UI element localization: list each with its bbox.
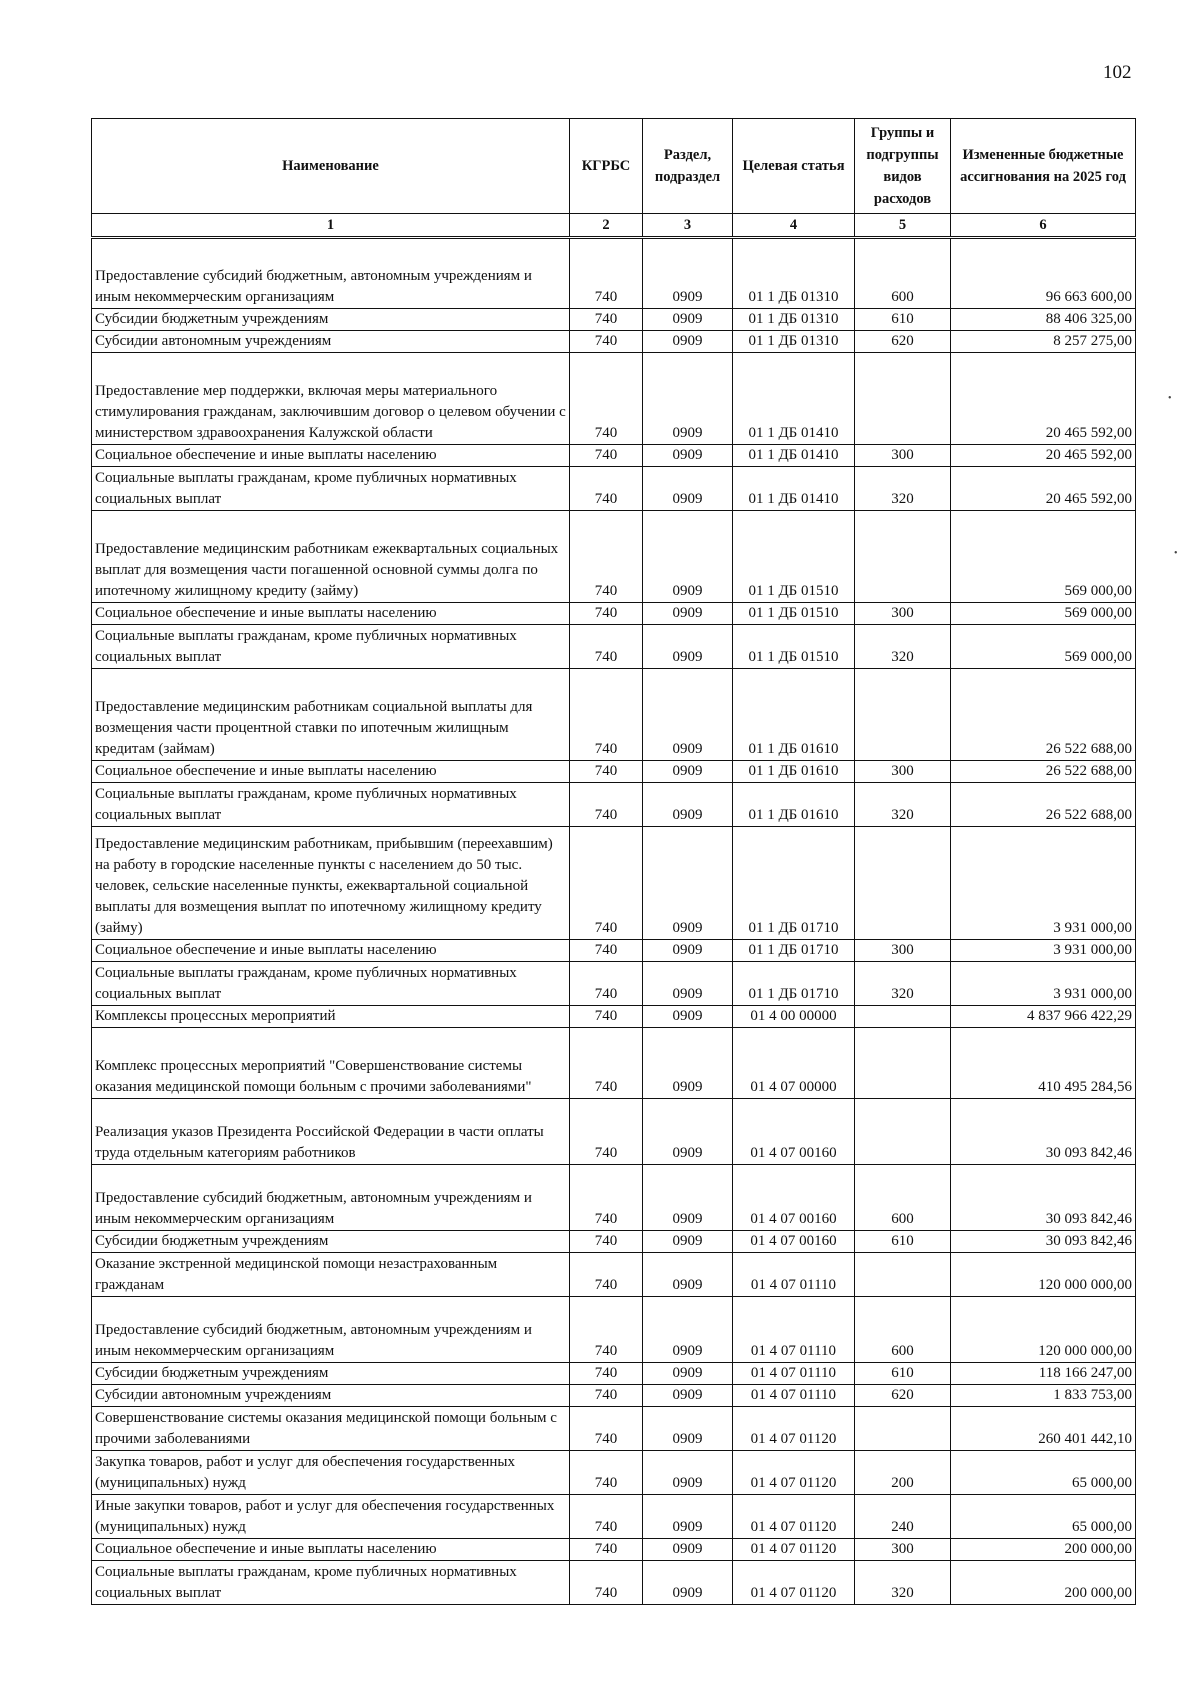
table-row bbox=[92, 353, 1136, 445]
row-section: 0909 bbox=[643, 238, 733, 309]
row-amount: 1 833 753,00 bbox=[951, 1385, 1136, 1407]
row-expense-group: 320 bbox=[855, 625, 951, 669]
row-section: 0909 bbox=[643, 511, 733, 603]
row-amount: 20 465 592,00 bbox=[951, 445, 1136, 467]
row-expense-group: 600 bbox=[855, 238, 951, 309]
row-target-article: 01 1 ДБ 01410 bbox=[733, 445, 855, 467]
row-kgrbs: 740 bbox=[570, 1385, 643, 1407]
row-kgrbs: 740 bbox=[570, 625, 643, 669]
row-amount: 569 000,00 bbox=[951, 625, 1136, 669]
row-target-article: 01 1 ДБ 01310 bbox=[733, 331, 855, 353]
row-amount: 30 093 842,46 bbox=[951, 1165, 1136, 1231]
row-target-article: 01 4 07 00160 bbox=[733, 1231, 855, 1253]
row-kgrbs: 740 bbox=[570, 1451, 643, 1495]
table-row bbox=[92, 1231, 1136, 1253]
row-section: 0909 bbox=[643, 783, 733, 827]
row-amount: 26 522 688,00 bbox=[951, 761, 1136, 783]
row-name: Предоставление субсидий бюджетным, автономным учреждениям и иным некоммерческим организациям bbox=[92, 238, 570, 309]
row-target-article: 01 1 ДБ 01610 bbox=[733, 783, 855, 827]
row-section: 0909 bbox=[643, 445, 733, 467]
row-kgrbs: 740 bbox=[570, 761, 643, 783]
table-row bbox=[92, 1385, 1136, 1407]
table-row bbox=[92, 1539, 1136, 1561]
row-kgrbs: 740 bbox=[570, 1407, 643, 1451]
table-row bbox=[92, 1495, 1136, 1539]
row-kgrbs: 740 bbox=[570, 309, 643, 331]
row-name: Совершенствование системы оказания медицинской помощи больным с прочими заболеваниями bbox=[92, 1407, 570, 1451]
row-kgrbs: 740 bbox=[570, 962, 643, 1006]
row-name: Субсидии автономным учреждениям bbox=[92, 1385, 570, 1407]
row-section: 0909 bbox=[643, 827, 733, 940]
row-section: 0909 bbox=[643, 669, 733, 761]
row-section: 0909 bbox=[643, 1363, 733, 1385]
row-name: Предоставление медицинским работникам социальной выплаты для возмещения части процентной ставки по ипотечным жилищным кредитам (займам) bbox=[92, 669, 570, 761]
row-section: 0909 bbox=[643, 962, 733, 1006]
row-amount: 260 401 442,10 bbox=[951, 1407, 1136, 1451]
budget-table bbox=[91, 118, 1136, 1605]
table-row bbox=[92, 309, 1136, 331]
row-target-article: 01 4 07 01110 bbox=[733, 1363, 855, 1385]
table-row bbox=[92, 511, 1136, 603]
row-target-article: 01 4 07 01120 bbox=[733, 1495, 855, 1539]
header-row bbox=[92, 119, 1136, 214]
row-target-article: 01 1 ДБ 01710 bbox=[733, 940, 855, 962]
table-row bbox=[92, 625, 1136, 669]
row-name: Комплекс процессных мероприятий "Совершенствование системы оказания медицинской помощи больным с прочими заболеваниями" bbox=[92, 1028, 570, 1099]
table-row bbox=[92, 467, 1136, 511]
row-target-article: 01 4 07 01110 bbox=[733, 1297, 855, 1363]
row-section: 0909 bbox=[643, 1539, 733, 1561]
column-number: 5 bbox=[855, 214, 951, 238]
row-target-article: 01 1 ДБ 01310 bbox=[733, 238, 855, 309]
row-kgrbs: 740 bbox=[570, 1231, 643, 1253]
row-amount: 26 522 688,00 bbox=[951, 783, 1136, 827]
column-number: 3 bbox=[643, 214, 733, 238]
table-row bbox=[92, 1165, 1136, 1231]
row-name: Субсидии бюджетным учреждениям bbox=[92, 1363, 570, 1385]
row-name: Социальные выплаты гражданам, кроме публичных нормативных социальных выплат bbox=[92, 783, 570, 827]
row-section: 0909 bbox=[643, 1165, 733, 1231]
table-row bbox=[92, 1099, 1136, 1165]
column-number-row bbox=[92, 214, 1136, 238]
row-amount: 410 495 284,56 bbox=[951, 1028, 1136, 1099]
row-name: Социальные выплаты гражданам, кроме публичных нормативных социальных выплат bbox=[92, 625, 570, 669]
row-target-article: 01 4 07 01120 bbox=[733, 1407, 855, 1451]
row-expense-group: 300 bbox=[855, 1539, 951, 1561]
row-name: Предоставление медицинским работникам ежеквартальных социальных выплат для возмещения части погашенной основной суммы долга по ипотечному жилищному кредиту (займу) bbox=[92, 511, 570, 603]
row-amount: 120 000 000,00 bbox=[951, 1253, 1136, 1297]
column-number: 4 bbox=[733, 214, 855, 238]
row-expense-group bbox=[855, 1253, 951, 1297]
row-expense-group: 320 bbox=[855, 783, 951, 827]
row-amount: 96 663 600,00 bbox=[951, 238, 1136, 309]
row-amount: 3 931 000,00 bbox=[951, 962, 1136, 1006]
column-number: 6 bbox=[951, 214, 1136, 238]
table-row bbox=[92, 1297, 1136, 1363]
table-row bbox=[92, 962, 1136, 1006]
header-amount: Измененные бюджетные ассигнования на 2025 год bbox=[951, 119, 1136, 214]
row-section: 0909 bbox=[643, 331, 733, 353]
row-kgrbs: 740 bbox=[570, 1253, 643, 1297]
row-section: 0909 bbox=[643, 1028, 733, 1099]
row-name: Субсидии автономным учреждениям bbox=[92, 331, 570, 353]
row-amount: 4 837 966 422,29 bbox=[951, 1006, 1136, 1028]
scan-dot: • bbox=[1168, 393, 1172, 404]
row-kgrbs: 740 bbox=[570, 238, 643, 309]
row-target-article: 01 4 07 01120 bbox=[733, 1539, 855, 1561]
row-section: 0909 bbox=[643, 761, 733, 783]
row-expense-group: 300 bbox=[855, 603, 951, 625]
row-section: 0909 bbox=[643, 1407, 733, 1451]
table-row bbox=[92, 783, 1136, 827]
row-name: Социальное обеспечение и иные выплаты населению bbox=[92, 445, 570, 467]
page-number: 102 bbox=[1103, 62, 1132, 83]
row-section: 0909 bbox=[643, 625, 733, 669]
row-expense-group bbox=[855, 1099, 951, 1165]
row-target-article: 01 4 07 01120 bbox=[733, 1561, 855, 1605]
row-target-article: 01 1 ДБ 01710 bbox=[733, 962, 855, 1006]
table-row bbox=[92, 238, 1136, 309]
row-amount: 65 000,00 bbox=[951, 1495, 1136, 1539]
row-expense-group bbox=[855, 669, 951, 761]
row-expense-group: 620 bbox=[855, 331, 951, 353]
row-name: Комплексы процессных мероприятий bbox=[92, 1006, 570, 1028]
row-expense-group bbox=[855, 1407, 951, 1451]
row-kgrbs: 740 bbox=[570, 1495, 643, 1539]
table-row bbox=[92, 1253, 1136, 1297]
row-kgrbs: 740 bbox=[570, 603, 643, 625]
row-section: 0909 bbox=[643, 1006, 733, 1028]
row-expense-group bbox=[855, 1006, 951, 1028]
row-section: 0909 bbox=[643, 1561, 733, 1605]
row-target-article: 01 1 ДБ 01510 bbox=[733, 511, 855, 603]
table-row bbox=[92, 761, 1136, 783]
row-expense-group: 610 bbox=[855, 1363, 951, 1385]
row-amount: 569 000,00 bbox=[951, 603, 1136, 625]
row-kgrbs: 740 bbox=[570, 783, 643, 827]
row-name: Социальные выплаты гражданам, кроме публичных нормативных социальных выплат bbox=[92, 962, 570, 1006]
row-expense-group bbox=[855, 827, 951, 940]
row-target-article: 01 4 07 00160 bbox=[733, 1099, 855, 1165]
row-expense-group: 600 bbox=[855, 1165, 951, 1231]
header-name: Наименование bbox=[92, 119, 570, 214]
row-amount: 20 465 592,00 bbox=[951, 353, 1136, 445]
row-section: 0909 bbox=[643, 603, 733, 625]
row-section: 0909 bbox=[643, 1231, 733, 1253]
row-kgrbs: 740 bbox=[570, 353, 643, 445]
row-name: Закупка товаров, работ и услуг для обеспечения государственных (муниципальных) нужд bbox=[92, 1451, 570, 1495]
row-name: Социальное обеспечение и иные выплаты населению bbox=[92, 761, 570, 783]
row-section: 0909 bbox=[643, 940, 733, 962]
row-amount: 30 093 842,46 bbox=[951, 1099, 1136, 1165]
row-target-article: 01 1 ДБ 01410 bbox=[733, 467, 855, 511]
row-expense-group: 610 bbox=[855, 1231, 951, 1253]
row-amount: 200 000,00 bbox=[951, 1561, 1136, 1605]
row-target-article: 01 4 07 01120 bbox=[733, 1451, 855, 1495]
row-target-article: 01 4 07 01110 bbox=[733, 1385, 855, 1407]
row-kgrbs: 740 bbox=[570, 1363, 643, 1385]
row-kgrbs: 740 bbox=[570, 827, 643, 940]
row-kgrbs: 740 bbox=[570, 1099, 643, 1165]
row-target-article: 01 1 ДБ 01710 bbox=[733, 827, 855, 940]
column-number: 1 bbox=[92, 214, 570, 238]
row-name: Оказание экстренной медицинской помощи незастрахованным гражданам bbox=[92, 1253, 570, 1297]
row-name: Социальные выплаты гражданам, кроме публичных нормативных социальных выплат bbox=[92, 1561, 570, 1605]
row-amount: 88 406 325,00 bbox=[951, 309, 1136, 331]
row-amount: 26 522 688,00 bbox=[951, 669, 1136, 761]
row-target-article: 01 4 07 00160 bbox=[733, 1165, 855, 1231]
row-name: Предоставление медицинским работникам, прибывшим (переехавшим) на работу в городские населенные пункты с населением до 50 тыс. человек, сельские населенные пункты, ежеквартальной социальной выплаты для возмещения выплат по ипотечному жилищному кредиту (займу) bbox=[92, 827, 570, 940]
row-amount: 569 000,00 bbox=[951, 511, 1136, 603]
row-amount: 118 166 247,00 bbox=[951, 1363, 1136, 1385]
header-kgrbs: КГРБС bbox=[570, 119, 643, 214]
row-section: 0909 bbox=[643, 1297, 733, 1363]
table-row bbox=[92, 669, 1136, 761]
row-name: Социальное обеспечение и иные выплаты населению bbox=[92, 1539, 570, 1561]
row-kgrbs: 740 bbox=[570, 1165, 643, 1231]
row-kgrbs: 740 bbox=[570, 1028, 643, 1099]
row-expense-group: 300 bbox=[855, 445, 951, 467]
row-amount: 200 000,00 bbox=[951, 1539, 1136, 1561]
row-amount: 30 093 842,46 bbox=[951, 1231, 1136, 1253]
row-kgrbs: 740 bbox=[570, 1539, 643, 1561]
row-section: 0909 bbox=[643, 1253, 733, 1297]
row-expense-group: 300 bbox=[855, 761, 951, 783]
row-name: Социальное обеспечение и иные выплаты населению bbox=[92, 603, 570, 625]
row-section: 0909 bbox=[643, 309, 733, 331]
row-name: Предоставление мер поддержки, включая меры материального стимулирования гражданам, заключившим договор о целевом обучении с министерством здравоохранения Калужской области bbox=[92, 353, 570, 445]
row-kgrbs: 740 bbox=[570, 511, 643, 603]
row-amount: 120 000 000,00 bbox=[951, 1297, 1136, 1363]
row-amount: 65 000,00 bbox=[951, 1451, 1136, 1495]
row-expense-group: 600 bbox=[855, 1297, 951, 1363]
row-kgrbs: 740 bbox=[570, 940, 643, 962]
row-target-article: 01 4 07 00000 bbox=[733, 1028, 855, 1099]
row-expense-group bbox=[855, 1028, 951, 1099]
row-kgrbs: 740 bbox=[570, 1561, 643, 1605]
row-expense-group: 320 bbox=[855, 1561, 951, 1605]
row-expense-group: 240 bbox=[855, 1495, 951, 1539]
table-row bbox=[92, 1451, 1136, 1495]
table-row bbox=[92, 445, 1136, 467]
row-expense-group: 200 bbox=[855, 1451, 951, 1495]
row-expense-group: 320 bbox=[855, 962, 951, 1006]
header-target: Целевая статья bbox=[733, 119, 855, 214]
row-kgrbs: 740 bbox=[570, 445, 643, 467]
row-section: 0909 bbox=[643, 467, 733, 511]
row-expense-group: 620 bbox=[855, 1385, 951, 1407]
row-kgrbs: 740 bbox=[570, 467, 643, 511]
row-section: 0909 bbox=[643, 353, 733, 445]
scan-dot: • bbox=[1174, 548, 1178, 559]
row-target-article: 01 1 ДБ 01510 bbox=[733, 625, 855, 669]
row-amount: 20 465 592,00 bbox=[951, 467, 1136, 511]
row-name: Субсидии бюджетным учреждениям bbox=[92, 1231, 570, 1253]
row-target-article: 01 4 07 01110 bbox=[733, 1253, 855, 1297]
row-kgrbs: 740 bbox=[570, 1297, 643, 1363]
row-name: Предоставление субсидий бюджетным, автономным учреждениям и иным некоммерческим организациям bbox=[92, 1165, 570, 1231]
row-section: 0909 bbox=[643, 1385, 733, 1407]
table-row bbox=[92, 827, 1136, 940]
row-target-article: 01 1 ДБ 01510 bbox=[733, 603, 855, 625]
table-row bbox=[92, 603, 1136, 625]
row-kgrbs: 740 bbox=[570, 669, 643, 761]
row-name: Субсидии бюджетным учреждениям bbox=[92, 309, 570, 331]
row-expense-group bbox=[855, 353, 951, 445]
table-row bbox=[92, 1028, 1136, 1099]
row-target-article: 01 1 ДБ 01410 bbox=[733, 353, 855, 445]
row-expense-group: 610 bbox=[855, 309, 951, 331]
row-section: 0909 bbox=[643, 1495, 733, 1539]
row-name: Социальное обеспечение и иные выплаты населению bbox=[92, 940, 570, 962]
row-expense-group: 300 bbox=[855, 940, 951, 962]
row-expense-group: 320 bbox=[855, 467, 951, 511]
table-row bbox=[92, 1006, 1136, 1028]
table-row bbox=[92, 331, 1136, 353]
row-name: Предоставление субсидий бюджетным, автономным учреждениям и иным некоммерческим организациям bbox=[92, 1297, 570, 1363]
row-amount: 3 931 000,00 bbox=[951, 940, 1136, 962]
header-groups: Группы и подгруппы видов расходов bbox=[855, 119, 951, 214]
header-section: Раздел, подраздел bbox=[643, 119, 733, 214]
row-target-article: 01 1 ДБ 01610 bbox=[733, 761, 855, 783]
row-amount: 8 257 275,00 bbox=[951, 331, 1136, 353]
row-kgrbs: 740 bbox=[570, 331, 643, 353]
column-number: 2 bbox=[570, 214, 643, 238]
row-target-article: 01 1 ДБ 01310 bbox=[733, 309, 855, 331]
table-row bbox=[92, 1407, 1136, 1451]
table-row bbox=[92, 1363, 1136, 1385]
row-name: Социальные выплаты гражданам, кроме публичных нормативных социальных выплат bbox=[92, 467, 570, 511]
row-target-article: 01 4 00 00000 bbox=[733, 1006, 855, 1028]
row-amount: 3 931 000,00 bbox=[951, 827, 1136, 940]
table-row bbox=[92, 1561, 1136, 1605]
row-expense-group bbox=[855, 511, 951, 603]
row-name: Реализация указов Президента Российской Федерации в части оплаты труда отдельным категориям работников bbox=[92, 1099, 570, 1165]
table-row bbox=[92, 940, 1136, 962]
row-target-article: 01 1 ДБ 01610 bbox=[733, 669, 855, 761]
row-name: Иные закупки товаров, работ и услуг для обеспечения государственных (муниципальных) нужд bbox=[92, 1495, 570, 1539]
row-section: 0909 bbox=[643, 1451, 733, 1495]
row-kgrbs: 740 bbox=[570, 1006, 643, 1028]
row-section: 0909 bbox=[643, 1099, 733, 1165]
